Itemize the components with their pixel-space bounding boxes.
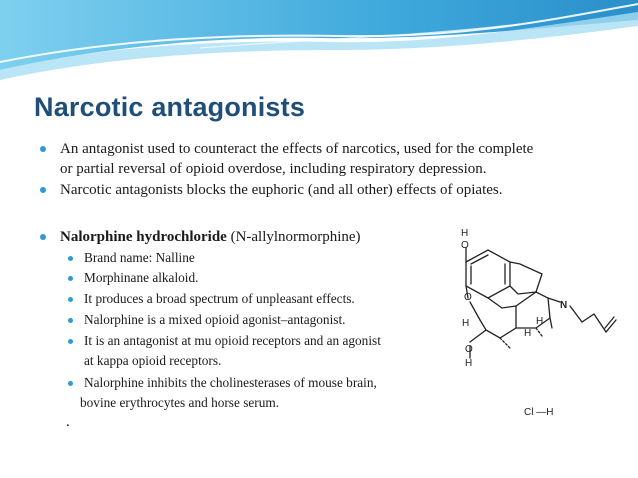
sub-bullet-item	[84, 268, 198, 288]
atom-label: H	[524, 328, 532, 339]
bullet-text: Narcotic antagonists blocks the euphoric (and all other) effects of opiates.	[60, 182, 503, 198]
sub-bullet-item	[84, 310, 345, 330]
atom-label: H	[462, 318, 470, 329]
drug-synonym: (N-allylnormorphine)	[226, 229, 361, 245]
sub-bullet-text: bovine erythrocytes and horse serum.	[80, 395, 280, 410]
bullet-dot-icon	[68, 256, 73, 261]
sub-bullet-item	[80, 373, 377, 413]
sub-bullet-item	[84, 331, 381, 371]
sub-bullet-text: It is an antagonist at mu opioid receptors and an agonist	[84, 333, 381, 348]
sub-bullet-text: Brand name: Nalline	[84, 250, 195, 265]
bullet-item	[60, 139, 533, 179]
atom-label: H	[465, 358, 473, 369]
salt-label: Cl —H	[524, 407, 554, 418]
atom-label: O	[461, 240, 469, 251]
bullet-dot-icon	[68, 318, 73, 323]
nalorphine-structure-diagram	[440, 224, 630, 424]
bullet-dot-icon	[40, 234, 46, 240]
bullet-dot-icon	[68, 276, 73, 281]
sub-bullet-text: Morphinane alkaloid.	[84, 270, 199, 285]
atom-label: N	[560, 300, 568, 311]
sub-bullet-text: Nalorphine inhibits the cholinesterases of mouse brain,	[84, 375, 377, 390]
atom-label: H	[461, 228, 469, 239]
sub-bullet-item	[84, 248, 195, 268]
bullet-dot-icon	[40, 146, 46, 152]
bullet-dot-icon	[68, 381, 73, 386]
bullet-item	[60, 180, 503, 200]
sub-bullet-item	[84, 289, 355, 309]
bullet-dot-icon	[40, 187, 46, 193]
bullet-dot-icon	[68, 339, 73, 344]
bullet-dot-icon	[68, 297, 73, 302]
atom-label: O	[465, 344, 473, 355]
bullet-text: or partial reversal of opioid overdose, including respiratory depression.	[60, 161, 487, 177]
sub-bullet-text: It produces a broad spectrum of unpleasant effects.	[84, 291, 355, 306]
atom-label: H	[536, 316, 544, 327]
atom-label: O	[464, 292, 472, 303]
trailing-mark: .	[66, 414, 70, 430]
bullet-item	[60, 227, 361, 247]
slide-title: Narcotic antagonists	[34, 92, 306, 122]
drug-name: Nalorphine hydrochloride	[60, 229, 227, 245]
sub-bullet-text: Nalorphine is a mixed opioid agonist–antagonist.	[84, 312, 346, 327]
bullet-text: An antagonist used to counteract the effects of narcotics, used for the complete	[60, 141, 534, 157]
sub-bullet-text: at kappa opioid receptors.	[84, 353, 222, 368]
